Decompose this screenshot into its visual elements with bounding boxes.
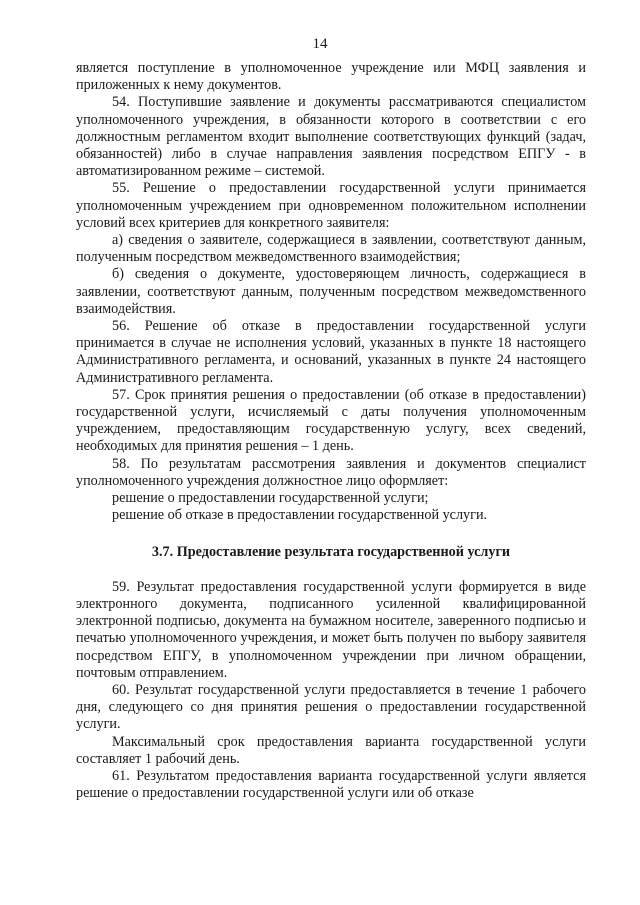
paragraph: 57. Срок принятия решения о предоставлении (об отказе в предоставлении) государственной услуги, исчисляемый с даты получения уполномоченным учреждением, предоставляющим государственную услугу, всех сведений, необходимых для принятия решения – 1 день. <box>76 386 586 455</box>
paragraph: Максимальный срок предоставления варианта государственной услуги составляет 1 рабочий день. <box>76 733 586 767</box>
paragraphs-after-heading <box>76 579 586 803</box>
section-heading: 3.7. Предоставление результата государственной услуги <box>151 544 511 561</box>
paragraph: решение о предоставлении государственной услуги; <box>112 490 429 507</box>
paragraph: 59. Результат предоставления государственной услуги формируется в виде электронного документа, подписанного усиленной квалифицированной электронной подписью, документа на бумажном носителе, заверенного подписью и печатью уполномоченного учреждения, и может быть получен по выбору заявителя посредством ЕПГУ, в уполномоченном учреждении при личном обращении, почтовым отправлением. <box>76 578 586 681</box>
page-number: 14 <box>312 36 328 52</box>
page-content <box>76 60 586 802</box>
paragraph: б) сведения о документе, удостоверяющем личность, содержащиеся в заявлении, соответствуют данным, полученным посредством межведомственного взаимодействия. <box>76 266 586 317</box>
paragraph: 56. Решение об отказе в предоставлении государственной услуги принимается в случае не исполнения условий, указанных в пункте 18 настоящего Административного регламента, и оснований, указанных в пункте 24 настоящего Административного регламента. <box>76 318 586 386</box>
paragraph: 60. Результат государственной услуги предоставляется в течение 1 рабочего дня, следующего со дня принятия решения о предоставлении государственной услуги. <box>76 681 586 733</box>
paragraph: решение об отказе в предоставлении государственной услуги. <box>112 507 488 524</box>
paragraph: 55. Решение о предоставлении государственной услуги принимается уполномоченным учреждением при одновременном положительном исполнении условий всех критериев для конкретного заявителя: <box>76 180 586 231</box>
paragraph: является поступление в уполномоченное учреждение или МФЦ заявления и приложенных к нему документов. <box>76 60 586 94</box>
paragraph: 54. Поступившие заявление и документы рассматриваются специалистом уполномоченного учреждения, в обязанности которого в соответствии с его должностным регламентом входит выполнение соответствующих функций (задач, обязанностей) либо в случае направления заявления посредством ЕПГУ - в автоматизированном режиме – системой. <box>76 94 586 180</box>
paragraph: 61. Результатом предоставления варианта государственной услуги является решение о предоставлении государственной услуги или об отказе <box>76 767 586 802</box>
paragraphs-before-heading <box>76 60 586 524</box>
paragraph: а) сведения о заявителе, содержащиеся в заявлении, соответствуют данным, полученным посредством межведомственного взаимодействия; <box>76 232 586 266</box>
paragraph: 58. По результатам рассмотрения заявления и документов специалист уполномоченного учреждения должностное лицо оформляет: <box>76 455 586 489</box>
